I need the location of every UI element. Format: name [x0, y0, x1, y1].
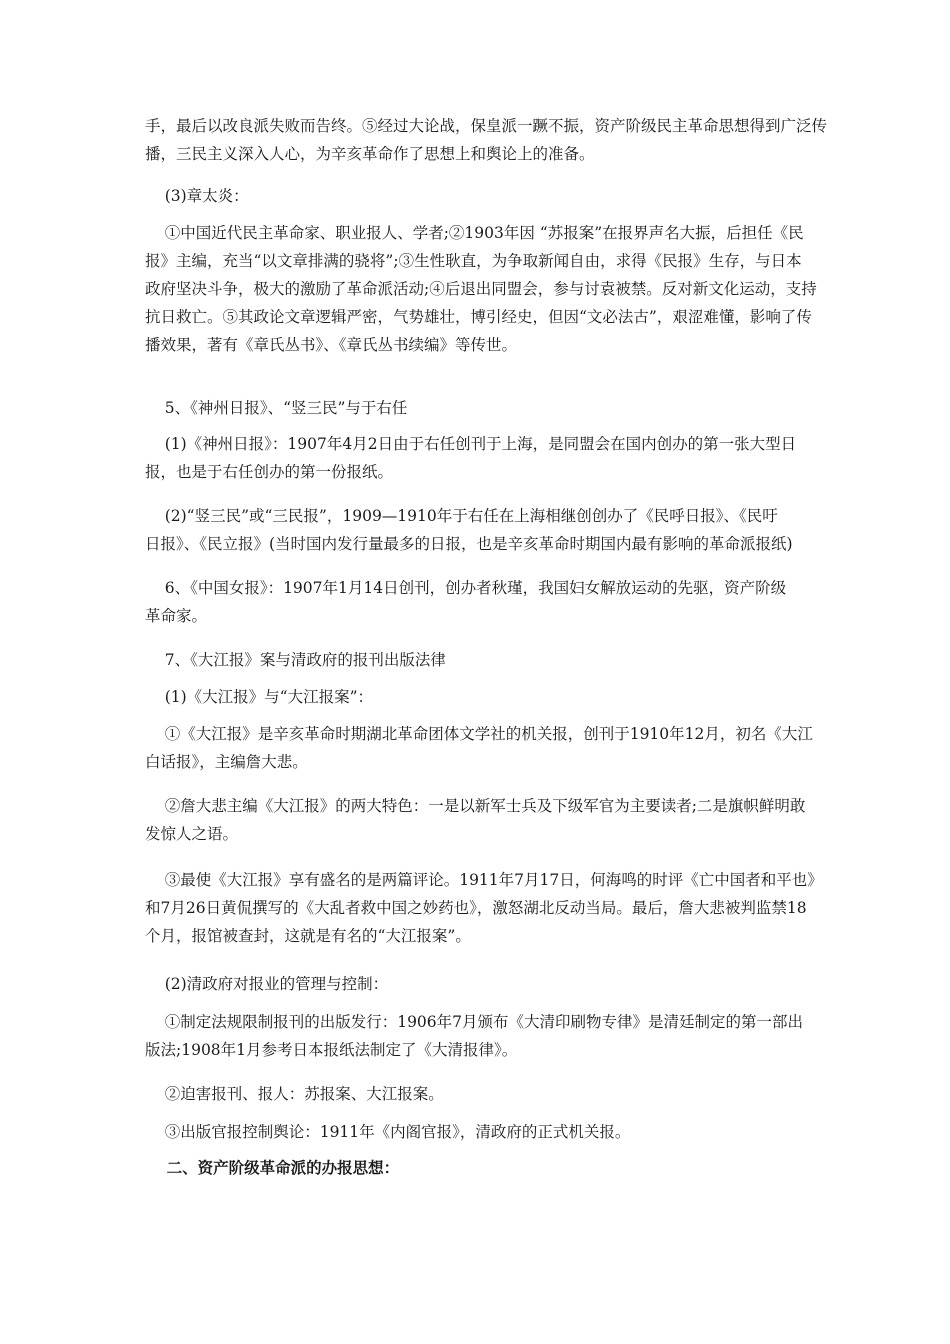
text-line: (2)“竖三民”或“三民报”，1909—1910年于右任在上海相继创创办了《民呼日报》、《民吁	[145, 507, 778, 525]
text-line: ①制定法规限制报刊的出版发行：1906年7月颁布《大清印刷物专律》是清廷制定的第一部出	[145, 1013, 804, 1031]
text-line: 手，最后以改良派失败而告终。⑤经过大论战，保皇派一蹶不振，资产阶级民主革命思想得到广泛传	[145, 117, 828, 135]
text-line: ③最使《大江报》享有盛名的是两篇评论。1911年7月17日，何海鸣的时评《亡中国者和平也》	[145, 871, 823, 889]
text-line: 政府坚决斗争，极大的激励了革命派活动;④后退出同盟会，参与讨袁被禁。反对新文化运动，支持	[145, 280, 817, 298]
text-line: 报》主编，充当“以文章排满的骁将”;③生性耿直，为争取新闻自由，求得《民报》生存，与日本	[145, 252, 802, 270]
paragraph	[145, 112, 828, 168]
text-line: 播，三民主义深入人心，为辛亥革命作了思想上和舆论上的准备。	[145, 145, 595, 163]
text-line: 发惊人之语。	[145, 825, 239, 843]
text-line: 5、《神州日报》、“竖三民”与于右任	[145, 399, 408, 417]
paragraph	[145, 970, 813, 998]
text-line: ②迫害报刊、报人：苏报案、大江报案。	[145, 1085, 444, 1103]
text-line: (1)《神州日报》：1907年4月2日由于右任创刊于上海，是同盟会在国内创办的第一张大型日	[145, 435, 797, 453]
paragraph	[145, 683, 813, 711]
text-line: 版法;1908年1月参考日本报纸法制定了《大清报律》。	[145, 1041, 518, 1059]
text-line: 二、资产阶级革命派的办报思想：	[145, 1158, 400, 1177]
text-line: 播效果，著有《章氏丛书》、《章氏丛书续编》等传世。	[145, 336, 518, 354]
paragraph	[145, 394, 813, 422]
paragraph	[145, 1008, 813, 1064]
text-line: ①中国近代民主革命家、职业报人、学者;②1903年因 “苏报案”在报界声名大振，后担任《民	[145, 224, 804, 242]
paragraph	[145, 1080, 813, 1108]
text-line: 6、《中国女报》：1907年1月14日创刊，创办者秋瑾，我国妇女解放运动的先驱，资产阶级	[145, 579, 787, 597]
paragraph	[145, 182, 813, 210]
paragraph	[145, 866, 823, 950]
text-line: (1)《大江报》与“大江报案”：	[145, 688, 374, 706]
text-line: 报，也是于右任创办的第一份报纸。	[145, 463, 394, 481]
text-line: ①《大江报》是辛亥革命时期湖北革命团体文学社的机关报，创刊于1910年12月，初名《大江	[145, 725, 813, 743]
paragraph	[145, 219, 817, 359]
text-line: 日报》、《民立报》(当时国内发行量最多的日报，也是辛亥革命时期国内最有影响的革命派报纸)	[145, 535, 793, 553]
section-heading	[145, 1154, 813, 1182]
text-line: 个月，报馆被查封，这就是有名的“大江报案”。	[145, 927, 471, 945]
paragraph	[145, 1118, 813, 1146]
text-line: ③出版官报控制舆论：1911年《内阁官报》，清政府的正式机关报。	[145, 1123, 631, 1141]
paragraph	[145, 574, 813, 630]
paragraph	[145, 720, 813, 776]
text-line: 和7月26日黄侃撰写的《大乱者救中国之妙药也》，激怒湖北反动当局。最后，詹大悲被判监禁18	[145, 899, 807, 917]
text-line: 抗日救亡。⑤其政论文章逻辑严密，气势雄壮，博引经史，但因“文必法古”，艰涩难懂，影响了传	[145, 308, 812, 326]
paragraph	[145, 792, 813, 848]
text-line: (3)章太炎：	[145, 187, 249, 205]
text-line: ②詹大悲主编《大江报》的两大特色：一是以新军士兵及下级军官为主要读者;二是旗帜鲜明敢	[145, 797, 806, 815]
paragraph	[145, 430, 813, 486]
paragraph	[145, 502, 813, 558]
paragraph	[145, 646, 813, 674]
text-line: 白话报》，主编詹大悲。	[145, 753, 308, 771]
text-line: (2)清政府对报业的管理与控制：	[145, 975, 389, 993]
text-line: 7、《大江报》案与清政府的报刊出版法律	[145, 651, 446, 669]
text-line: 革命家。	[145, 607, 208, 625]
